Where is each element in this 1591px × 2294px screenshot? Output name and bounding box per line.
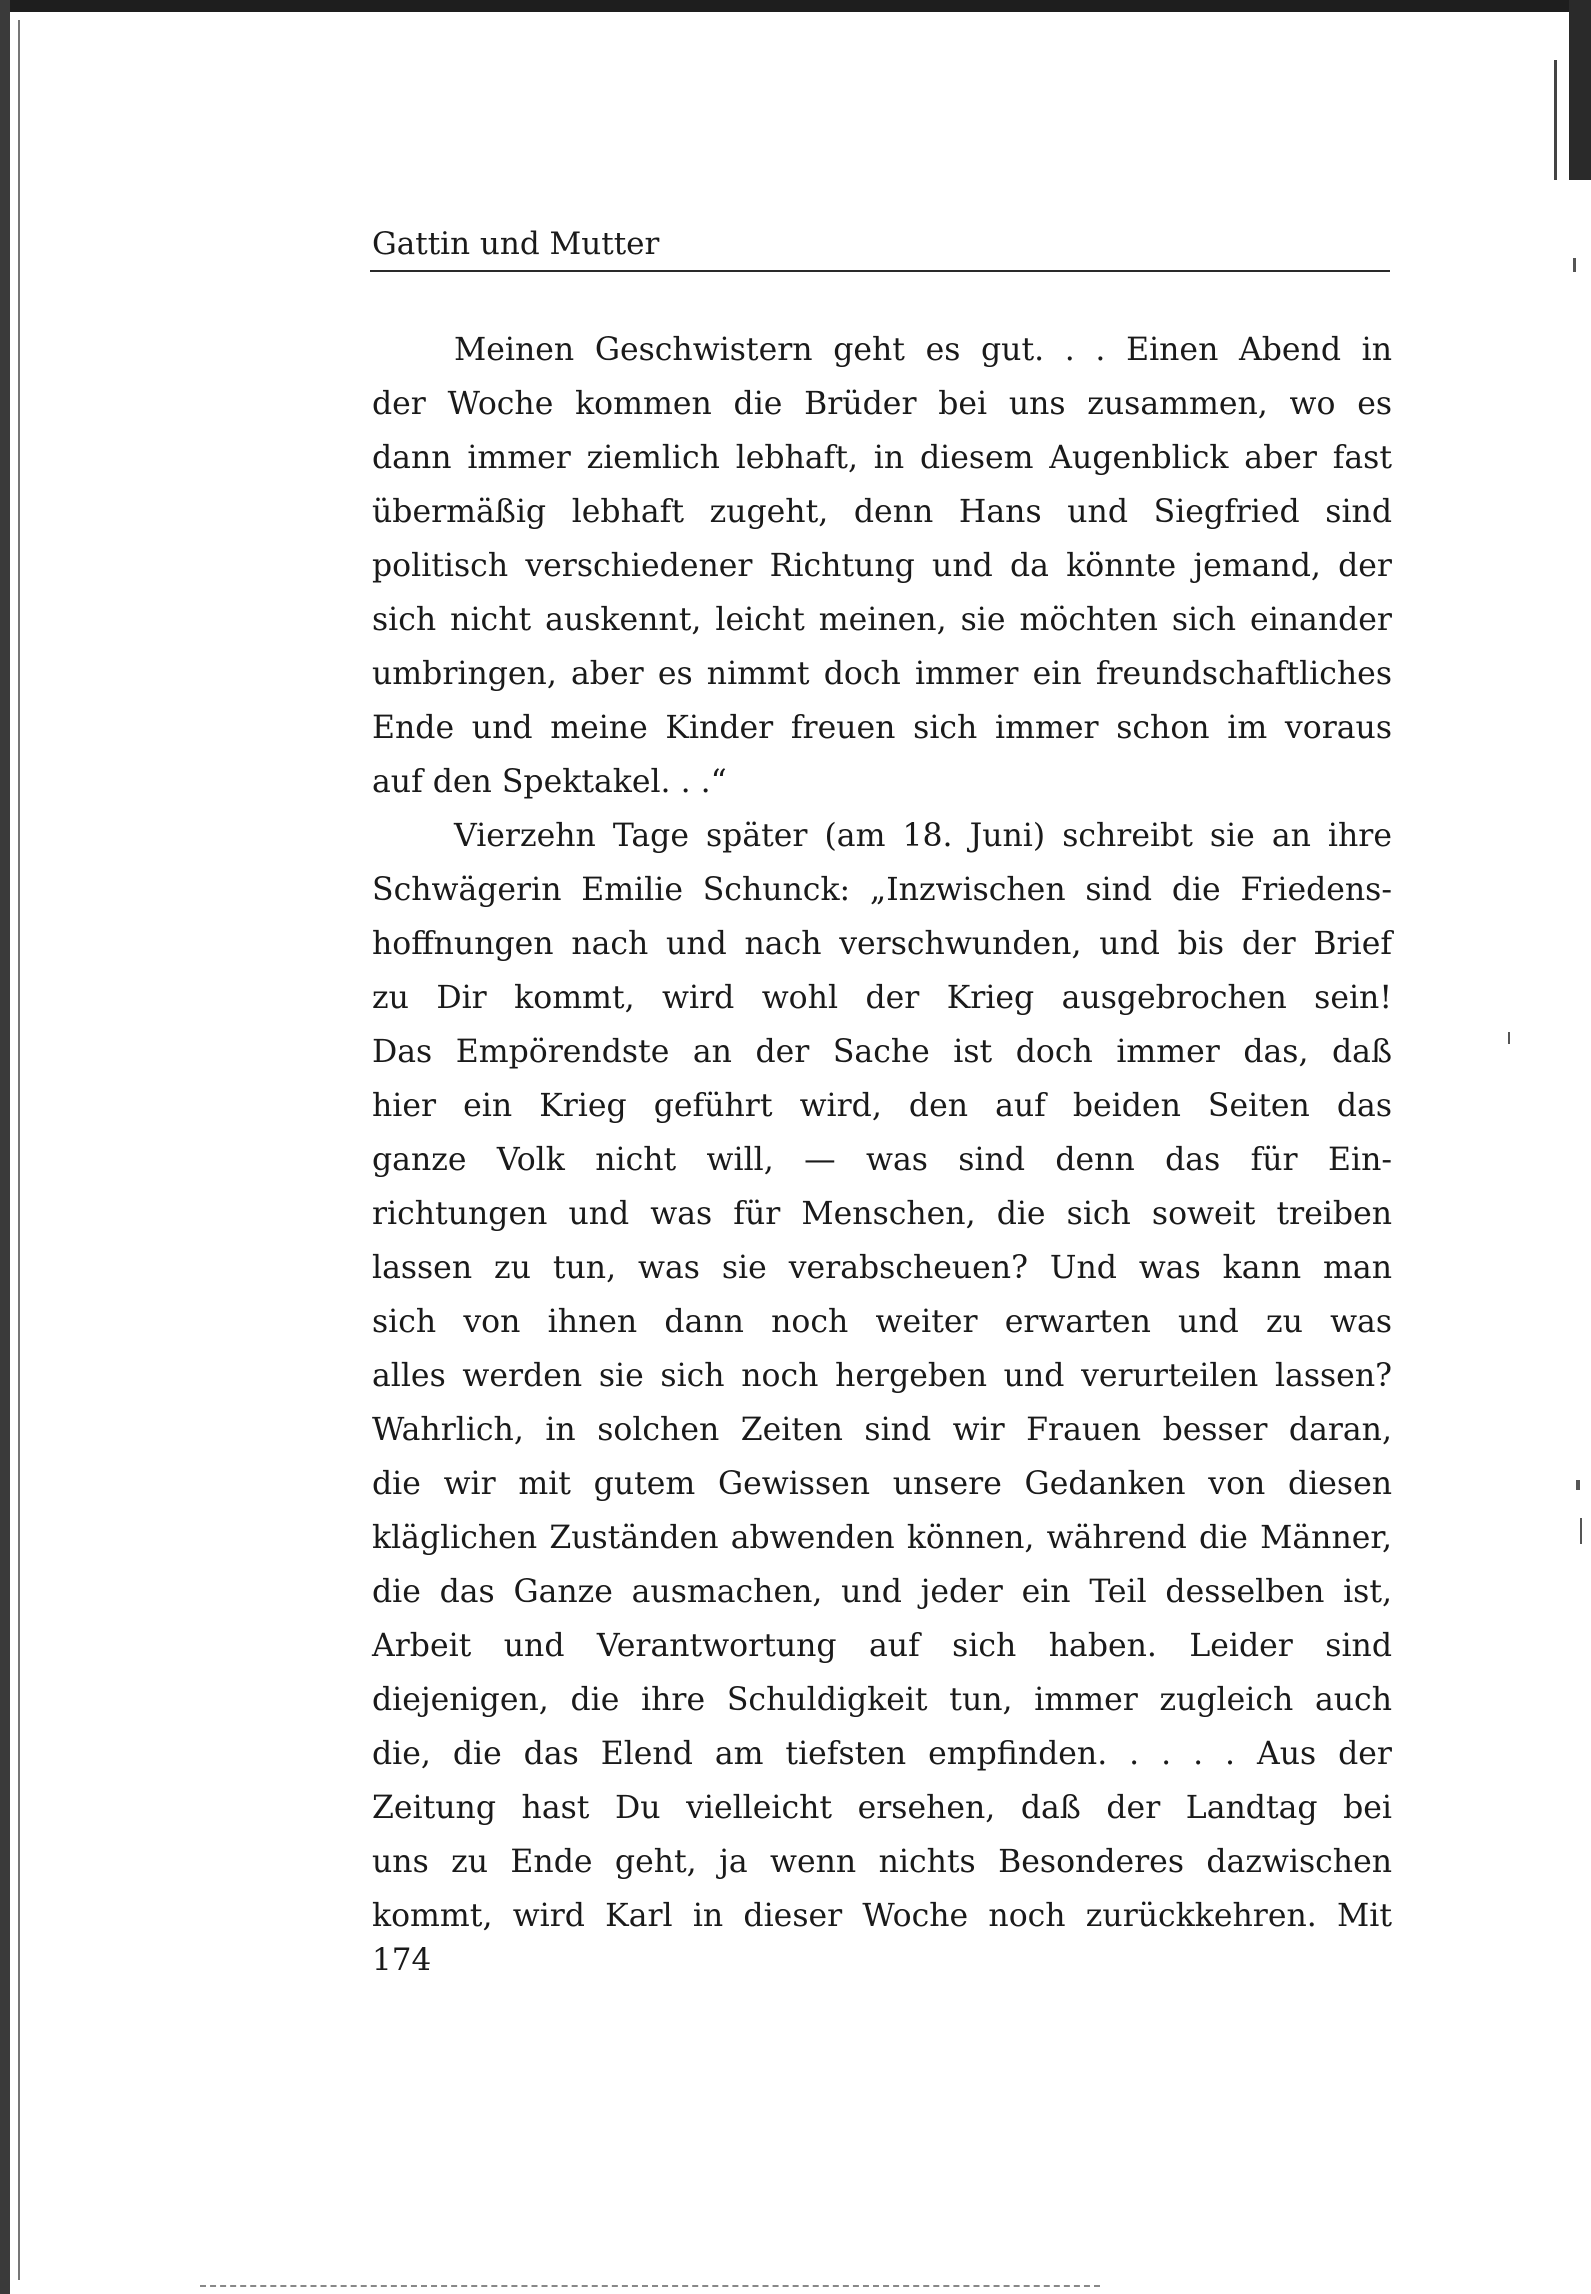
text-line: Arbeit und Verantwortung auf sich haben. Leider sind [372,1628,1392,1664]
scan-edge-left-line [18,20,20,2280]
text-line: zu Dir kommt, wird wohl der Krieg ausgebrochen sein! [372,980,1392,1016]
text-line: Meinen Geschwistern geht es gut. . . Einen Abend in [454,332,1392,368]
text-line: Schwägerin Emilie Schunck: „Inzwischen sind die Friedens- [372,872,1392,908]
text-line: hier ein Krieg geführt wird, den auf beiden Seiten das [372,1088,1392,1124]
scan-edge-right [1569,0,1591,180]
text-line: kläglichen Zuständen abwenden können, während die Männer, [372,1520,1392,1556]
text-line: alles werden sie sich noch hergeben und verurteilen lassen? [372,1358,1392,1394]
text-line: richtungen und was für Menschen, die sich soweit treiben [372,1196,1392,1232]
text-line: Vierzehn Tage später (am 18. Juni) schreibt sie an ihre [454,818,1392,854]
text-line: Zeitung hast Du vielleicht ersehen, daß der Landtag bei [372,1790,1392,1826]
text-line: auf den Spektakel. . .“ [372,764,727,800]
text-line: übermäßig lebhaft zugeht, denn Hans und Siegfried sind [372,494,1392,530]
text-line: Wahrlich, in solchen Zeiten sind wir Frauen besser daran, [372,1412,1392,1448]
text-line: sich nicht auskennt, leicht meinen, sie möchten sich einander [372,602,1392,638]
text-line: die wir mit gutem Gewissen unsere Gedanken von diesen [372,1466,1392,1502]
text-line: dann immer ziemlich lebhaft, in diesem Augenblick aber fast [372,440,1392,476]
scan-edge-left [0,0,10,2294]
scan-edge-top [0,0,1591,12]
page-number: 174 [372,1942,432,1978]
text-line: diejenigen, die ihre Schuldigkeit tun, immer zugleich auch [372,1682,1392,1718]
body-text [372,323,1392,1943]
text-line: der Woche kommen die Brüder bei uns zusammen, wo es [372,386,1392,422]
scan-speck [1576,1480,1580,1490]
text-line: die das Ganze ausmachen, und jeder ein Teil desselben ist, [372,1574,1392,1610]
text-line: lassen zu tun, was sie verabscheuen? Und was kann man [372,1250,1392,1286]
text-line: Das Empörendste an der Sache ist doch immer das, daß [372,1034,1392,1070]
text-line: kommt, wird Karl in dieser Woche noch zurückkehren. Mit [372,1898,1392,1934]
running-title: Gattin und Mutter [372,226,660,262]
scan-edge-bottom [200,2285,1100,2287]
text-line: uns zu Ende geht, ja wenn nichts Besonderes dazwischen [372,1844,1392,1880]
scan-speck [1508,1032,1510,1044]
text-line: umbringen, aber es nimmt doch immer ein freundschaftliches [372,656,1392,692]
text-line: hoffnungen nach und nach verschwunden, und bis der Brief [372,926,1392,962]
header-rule [370,270,1390,272]
text-line: sich von ihnen dann noch weiter erwarten und zu was [372,1304,1392,1340]
scan-edge-right-line [1554,60,1557,180]
text-line: ganze Volk nicht will, — was sind denn das für Ein- [372,1142,1392,1178]
text-line: die, die das Elend am tiefsten empfinden. . . . . Aus der [372,1736,1392,1772]
scan-speck [1580,1518,1582,1544]
text-line: politisch verschiedener Richtung und da könnte jemand, der [372,548,1392,584]
text-line: Ende und meine Kinder freuen sich immer schon im voraus [372,710,1392,746]
scan-speck [1573,258,1576,272]
